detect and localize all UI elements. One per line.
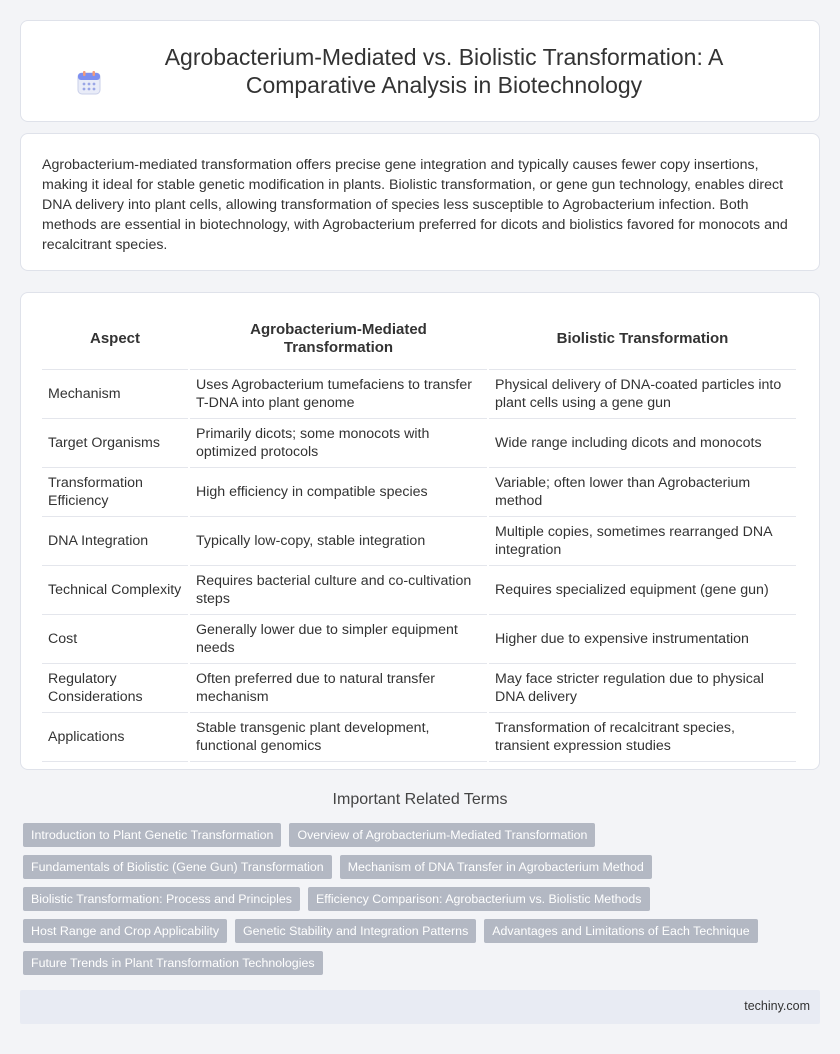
- aspect-cell: DNA Integration: [42, 517, 188, 566]
- related-term-tag[interactable]: Genetic Stability and Integration Patterns: [235, 919, 476, 943]
- page-title: Agrobacterium-Mediated vs. Biolistic Transformation: A Comparative Analysis in Biotechnology: [164, 44, 724, 98]
- header-biolistic: Biolistic Transformation: [489, 308, 796, 370]
- related-term-tag[interactable]: Future Trends in Plant Transformation Technologies: [23, 951, 323, 975]
- comparison-table-card: [20, 292, 820, 770]
- footer: [20, 990, 820, 1024]
- biolistic-cell: Requires specialized equipment (gene gun): [489, 566, 796, 615]
- aspect-cell: Transformation Efficiency: [42, 468, 188, 517]
- aspect-cell: Cost: [42, 615, 188, 664]
- calendar-icon: [76, 70, 102, 96]
- aspect-cell: Target Organisms: [42, 419, 188, 468]
- title-card: [20, 20, 820, 122]
- related-terms-list: [23, 823, 813, 983]
- biolistic-cell: Wide range including dicots and monocots: [489, 419, 796, 468]
- related-term-tag[interactable]: Efficiency Comparison: Agrobacterium vs. Biolistic Methods: [308, 887, 650, 911]
- related-term-tag[interactable]: Biolistic Transformation: Process and Principles: [23, 887, 300, 911]
- agrobacterium-cell: Generally lower due to simpler equipment needs: [190, 615, 487, 664]
- agrobacterium-cell: High efficiency in compatible species: [190, 468, 487, 517]
- aspect-cell: Mechanism: [42, 370, 188, 419]
- related-term-tag[interactable]: Introduction to Plant Genetic Transformation: [23, 823, 281, 847]
- related-terms-title: Important Related Terms: [332, 791, 508, 808]
- table-row: [42, 615, 796, 664]
- agrobacterium-cell: Uses Agrobacterium tumefaciens to transfer T-DNA into plant genome: [190, 370, 487, 419]
- table-row: [42, 713, 796, 762]
- table-row: [42, 419, 796, 468]
- agrobacterium-cell: Often preferred due to natural transfer mechanism: [190, 664, 487, 713]
- biolistic-cell: Transformation of recalcitrant species, transient expression studies: [489, 713, 796, 762]
- biolistic-cell: Multiple copies, sometimes rearranged DNA integration: [489, 517, 796, 566]
- biolistic-cell: Higher due to expensive instrumentation: [489, 615, 796, 664]
- agrobacterium-cell: Typically low-copy, stable integration: [190, 517, 487, 566]
- intro-paragraph: Agrobacterium-mediated transformation offers precise gene integration and typically causes fewer copy insertions, making it ideal for stable genetic modification in plants. Biolistic transformation, or gene gun technology, enables direct DNA delivery into plant cells, allowing transformation of species less susceptible to Agrobacterium infection. Both methods are essential in biotechnology, with Agrobacterium preferred for dicots and biolistics favored for monocots and recalcitrant species.: [42, 157, 788, 253]
- aspect-cell: Regulatory Considerations: [42, 664, 188, 713]
- biolistic-cell: Variable; often lower than Agrobacterium method: [489, 468, 796, 517]
- agrobacterium-cell: Primarily dicots; some monocots with optimized protocols: [190, 419, 487, 468]
- header-aspect: Aspect: [42, 308, 188, 370]
- related-term-tag[interactable]: Overview of Agrobacterium-Mediated Transformation: [289, 823, 595, 847]
- related-term-tag[interactable]: Mechanism of DNA Transfer in Agrobacterium Method: [340, 855, 652, 879]
- table-row: [42, 370, 796, 419]
- biolistic-cell: May face stricter regulation due to physical DNA delivery: [489, 664, 796, 713]
- biolistic-cell: Physical delivery of DNA-coated particles into plant cells using a gene gun: [489, 370, 796, 419]
- header-agrobacterium: Agrobacterium-Mediated Transformation: [190, 308, 487, 370]
- aspect-cell: Technical Complexity: [42, 566, 188, 615]
- agrobacterium-cell: Stable transgenic plant development, functional genomics: [190, 713, 487, 762]
- related-term-tag[interactable]: Host Range and Crop Applicability: [23, 919, 227, 943]
- intro-card: [20, 133, 820, 271]
- table-row: [42, 566, 796, 615]
- comparison-table: [40, 308, 798, 762]
- related-term-tag[interactable]: Fundamentals of Biolistic (Gene Gun) Transformation: [23, 855, 332, 879]
- agrobacterium-cell: Requires bacterial culture and co-cultivation steps: [190, 566, 487, 615]
- related-term-tag[interactable]: Advantages and Limitations of Each Technique: [484, 919, 757, 943]
- aspect-cell: Applications: [42, 713, 188, 762]
- table-row: [42, 468, 796, 517]
- footer-site-link[interactable]: techiny.com: [744, 999, 810, 1013]
- table-header-row: [42, 308, 796, 370]
- table-row: [42, 664, 796, 713]
- table-row: [42, 517, 796, 566]
